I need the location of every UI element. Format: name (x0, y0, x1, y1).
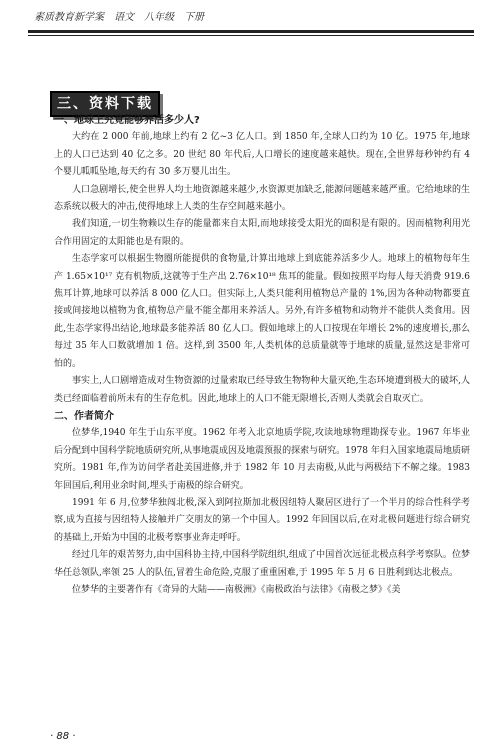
page-number: · 88 · (50, 731, 76, 742)
running-header (34, 8, 474, 23)
grade: 八年级 (144, 12, 174, 23)
paragraph: 生态学家可以根据生物圈所能提供的食物量,计算出地球上到底能养活多少人。地球上的植物每年生产 1.65×10¹⁷ 克有机物质,这就等于生产出 2.76×10¹⁸ 焦耳的能量。假如按照平均每人每天消费 919.6 焦耳计算,地球可以养活 8 000 亿人口。但实际上,人类只能利用植物总产量的 1%,因为各种动物都要直接或间接地以植物为食,植物总产量不能全都用来养活人。另外,有许多植物和动物并不能供人类食用。因此,生态学家得出结论,地球最多能养活 80 亿人口。假如地球上的人口按现在年增长 2%的速度增长,那么每过 35 年人口数就增加 1 倍。这样,到 3500 年,人类机体的总质量就等于地球的质量,显然这是非常可怕的。 (54, 254, 470, 369)
paragraph: 位梦华,1940 年生于山东平度。1962 年考入北京地质学院,攻读地球物理勘探专业。1967 年毕业后分配到中国科学院地质研究所,从事地震成因及地震预报的探索与研究。1978 年归入国家地震局地质研究所。1981 年,作为访问学者赴美国进修,并于 1982 年 10 月去南极,从此与两极结下不解之缘。1983 年回国后,利用业余时间,埋头于南极的综合研究。 (54, 428, 470, 491)
header-rule-thin (28, 35, 474, 36)
book-title: 素质教育新学案 (34, 12, 104, 23)
paragraph: 我们知道,一切生物赖以生存的能量都来自太阳,而地球接受太阳光的面积是有限的。因而植物利用光合作用固定的太阳能也是有限的。 (54, 219, 470, 247)
paragraph: 位梦华的主要著作有《奇异的大陆——南极洲》《南极政治与法律》《南极之梦》《美 (72, 584, 401, 595)
page-body (54, 112, 470, 599)
section-heading-author: 二、作者简介 (54, 410, 114, 422)
paragraph: 1991 年 6 月,位梦华独闯北极,深入到阿拉斯加北极因纽特人聚居区进行了一个半月的综合性科学考察,成为直接与因纽特人接触并广交朋友的第一个中国人。1992 年回国以后,在对北极问题进行综合研究的基础上,开始为中国的北极考察事业奔走呼吁。 (54, 497, 470, 543)
header-rule (28, 30, 474, 33)
subject: 语文 (114, 12, 134, 23)
banner-label: 三、资料下载 (57, 96, 153, 112)
paragraph: 事实上,人口剧增造成对生物资源的过量索取已经导致生物物种大量灭绝,生态环境遭到极大的破坏,人类已经面临着前所未有的生存危机。因此,地球上的人口不能无限增长,否则人类就会自取灭亡。 (54, 376, 470, 404)
volume: 下册 (184, 12, 204, 23)
paragraph: 大约在 2 000 年前,地球上约有 2 亿~3 亿人口。到 1850 年,全球人口约为 10 亿。1975 年,地球上的人口已达到 40 亿之多。20 世纪 80 年代后,人口增长的速度越来越快。现在,全世界每秒钟约有 4 个婴儿呱呱坠地,每天约有 30 多万婴儿出生。 (54, 132, 470, 178)
section-heading-population: 一、地球上究竟能够养活多少人? (54, 115, 200, 126)
paragraph: 人口急剧增长,使全世界人均土地资源越来越少,水资源更加缺乏,能源问题越来越严重。它给地球的生态系统以极大的冲击,使得地球上人类的生存空间越来越小。 (54, 184, 470, 213)
paragraph: 经过几年的艰苦努力,由中国科协主持,中国科学院组织,组成了中国首次远征北极点科学考察队。位梦华任总领队,率领 25 人的队伍,冒着生命危险,克服了重重困难,于 1995 年 5 月 6 日胜利到达北极点。 (54, 550, 470, 578)
